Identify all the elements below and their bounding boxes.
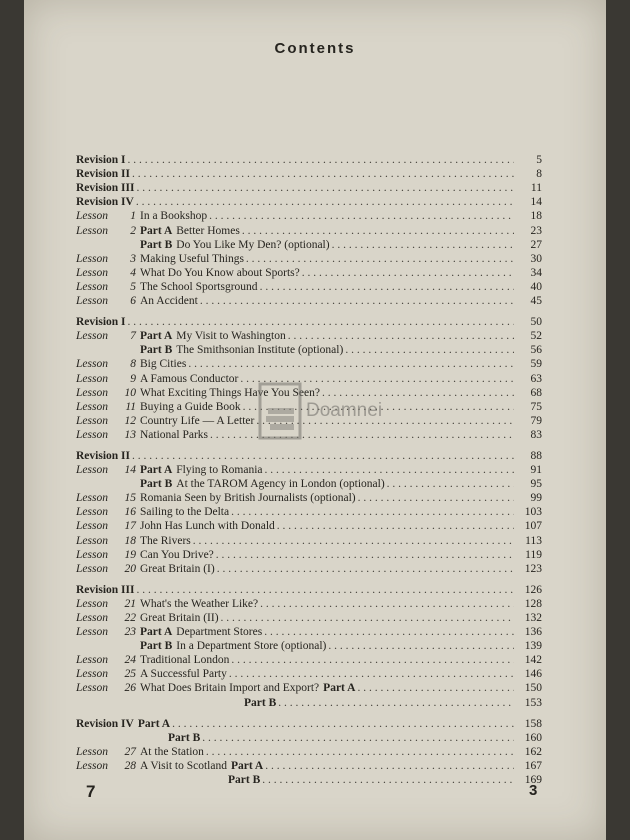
lesson-title: Big Cities xyxy=(140,358,187,371)
lesson-number: 18 xyxy=(124,534,136,547)
toc-row xyxy=(76,252,542,266)
lesson-label: Lesson xyxy=(76,612,108,624)
toc-row xyxy=(76,731,542,745)
toc-entry-label xyxy=(76,548,214,562)
lesson-title: A Visit to Scotland xyxy=(140,759,227,772)
lesson-title: National Parks xyxy=(140,428,209,441)
toc-page-number: 30 xyxy=(530,252,542,265)
lesson-number: 17 xyxy=(124,520,136,533)
revision-title: Revision I xyxy=(76,316,126,329)
toc-page-number: 107 xyxy=(524,520,542,533)
dot-leader xyxy=(264,625,514,639)
toc-page-number: 162 xyxy=(524,745,542,758)
lesson-number: 15 xyxy=(124,492,136,505)
toc-entry-label xyxy=(76,653,229,667)
lesson-title: Country Life — A Letter xyxy=(140,414,255,427)
lesson-title: The Smithsonian Institute (optional) xyxy=(176,344,344,357)
lesson-number: 14 xyxy=(124,464,136,477)
lesson-label: Lesson xyxy=(76,548,108,561)
lesson-number: 24 xyxy=(124,654,136,667)
toc-page-number: 160 xyxy=(524,731,542,744)
toc-row xyxy=(76,357,542,371)
dot-leader xyxy=(332,238,514,252)
page-title: Contents xyxy=(274,40,356,57)
dot-leader xyxy=(387,477,514,491)
lesson-number: 1 xyxy=(130,210,136,223)
lesson-number: 12 xyxy=(124,414,136,427)
toc-row xyxy=(76,548,542,562)
toc-row xyxy=(76,625,542,639)
toc-row xyxy=(76,167,542,181)
toc-entry-label xyxy=(76,266,300,280)
lesson-label: Lesson xyxy=(76,506,108,519)
footer-signature-mark: 7 xyxy=(86,782,96,801)
lesson-label: Lesson xyxy=(76,224,108,237)
toc-page-number: 126 xyxy=(524,583,542,596)
lesson-label: Lesson xyxy=(76,520,108,533)
lesson-title: The School Sportsground xyxy=(140,280,258,293)
toc-row xyxy=(76,181,542,195)
toc-entry-label xyxy=(76,400,241,414)
toc-row xyxy=(76,611,542,625)
lesson-number: 27 xyxy=(124,745,136,758)
toc-page-number: 91 xyxy=(530,464,542,477)
toc-entry-label xyxy=(76,477,385,491)
toc-entry-label xyxy=(76,357,186,371)
lesson-title: Making Useful Things xyxy=(140,252,244,265)
lesson-label: Lesson xyxy=(76,400,108,413)
toc-entry-label xyxy=(76,238,330,252)
part-label: Part A xyxy=(140,330,173,343)
toc-page-number: 142 xyxy=(524,654,542,667)
toc-row xyxy=(76,209,542,223)
lesson-title: At the TAROM Agency in London (optional) xyxy=(176,478,385,491)
dot-leader xyxy=(209,209,514,223)
part-label: Part A xyxy=(140,626,173,639)
part-label: Part A xyxy=(140,224,173,237)
toc-entry-label xyxy=(76,428,208,442)
toc-row xyxy=(76,266,542,280)
toc-entry-label xyxy=(76,773,260,787)
lesson-title: Great Britain (II) xyxy=(140,612,219,624)
part-label: Part B xyxy=(140,238,173,251)
revision-title: Revision IV xyxy=(76,196,134,209)
dot-leader xyxy=(132,167,514,181)
lesson-number: 13 xyxy=(124,428,136,441)
lesson-number: 3 xyxy=(130,252,136,265)
toc-entry-label xyxy=(76,491,356,505)
toc-entry-label xyxy=(76,583,134,597)
lesson-label: Lesson xyxy=(76,597,108,610)
lesson-label: Lesson xyxy=(76,266,108,279)
toc-entry-label xyxy=(76,181,134,195)
toc-page-number: 27 xyxy=(530,238,542,251)
dot-leader xyxy=(345,343,514,357)
part-label: Part B xyxy=(140,344,173,357)
lesson-number: 23 xyxy=(124,626,136,639)
lesson-title: Sailing to the Delta xyxy=(140,506,230,519)
dot-leader xyxy=(206,745,514,759)
toc-entry-label xyxy=(76,315,126,329)
lesson-number: 25 xyxy=(124,668,136,681)
toc-page-number: 63 xyxy=(530,372,542,385)
dot-leader xyxy=(260,597,514,611)
lesson-number: 2 xyxy=(130,224,136,237)
lesson-label: Lesson xyxy=(76,668,108,681)
watermark xyxy=(256,380,396,442)
toc-row xyxy=(76,463,542,477)
toc-entry-label xyxy=(76,534,191,548)
lesson-title: What's the Weather Like? xyxy=(140,597,259,610)
lesson-number: 5 xyxy=(130,280,136,293)
lesson-number: 16 xyxy=(124,506,136,519)
toc-row xyxy=(76,491,542,505)
toc-entry-label xyxy=(76,343,343,357)
toc-entry-label xyxy=(76,195,134,209)
revision-title: Revision II xyxy=(76,168,130,181)
toc-page-number: 8 xyxy=(536,168,542,181)
part-label: Part A xyxy=(137,717,171,730)
revision-title: Revision III xyxy=(76,182,135,195)
dot-leader xyxy=(136,583,514,597)
part-label: Part B xyxy=(168,731,201,744)
lesson-title: An Accident xyxy=(140,295,198,308)
revision-title: Revision II xyxy=(76,449,130,462)
toc-page-number: 68 xyxy=(530,386,542,399)
toc-entry-label xyxy=(76,696,276,710)
toc-row xyxy=(76,773,542,787)
lesson-title: Better Homes xyxy=(176,224,240,237)
toc-page-number: 169 xyxy=(524,774,542,787)
toc-row xyxy=(76,153,542,167)
revision-title: Revision IV xyxy=(76,717,134,730)
toc-entry-label xyxy=(76,153,126,167)
toc-entry-label xyxy=(76,209,207,223)
toc-page-number: 83 xyxy=(530,428,542,441)
lesson-title: What Does Britain Import and Export? xyxy=(140,682,320,695)
toc-page-number: 5 xyxy=(536,154,542,167)
toc-entry-label xyxy=(76,414,254,428)
lesson-label: Lesson xyxy=(76,682,108,695)
part-label: Part B xyxy=(228,774,261,787)
lesson-label: Lesson xyxy=(76,492,108,505)
toc-entry-label xyxy=(76,449,130,463)
lesson-number: 8 xyxy=(130,358,136,371)
lesson-title: At the Station xyxy=(140,745,204,758)
revision-title: Revision I xyxy=(76,154,126,167)
toc-page-number: 14 xyxy=(530,196,542,209)
dot-leader xyxy=(188,357,514,371)
part-label: Part A xyxy=(230,759,264,772)
lesson-title: A Famous Conductor xyxy=(140,372,239,385)
part-label: Part A xyxy=(140,464,173,477)
toc-entry-label xyxy=(76,372,238,386)
lesson-label: Lesson xyxy=(76,386,108,399)
toc-page-number: 139 xyxy=(524,640,542,653)
part-label: Part B xyxy=(140,478,173,491)
toc-row xyxy=(76,280,542,294)
dot-leader xyxy=(260,280,514,294)
lesson-number: 10 xyxy=(124,386,136,399)
toc-page-number: 95 xyxy=(530,478,542,491)
lesson-number: 11 xyxy=(125,400,136,413)
dot-leader xyxy=(242,224,514,238)
toc-page-number: 99 xyxy=(530,492,542,505)
toc-row xyxy=(76,695,542,709)
lesson-title: Romania Seen by British Journalists (optional) xyxy=(140,492,356,505)
toc-entry-label xyxy=(76,562,215,576)
lesson-label: Lesson xyxy=(76,745,108,758)
toc-page-number: 103 xyxy=(524,506,542,519)
lesson-title: The Rivers xyxy=(140,534,191,547)
toc-entry-label xyxy=(76,463,263,477)
toc-row xyxy=(76,681,542,695)
dot-leader xyxy=(221,611,514,625)
lesson-title: John Has Lunch with Donald xyxy=(140,520,275,533)
dot-leader xyxy=(231,505,514,519)
toc-page-number: 136 xyxy=(524,626,542,639)
toc-row xyxy=(76,533,542,547)
dot-leader xyxy=(128,315,514,329)
toc-entry-label xyxy=(76,224,240,238)
dot-leader xyxy=(265,759,514,773)
dot-leader xyxy=(357,681,514,695)
dot-leader xyxy=(128,153,514,167)
book-page xyxy=(24,0,606,840)
lesson-label: Lesson xyxy=(76,414,108,427)
lesson-title: Great Britain (I) xyxy=(140,562,215,575)
toc-row xyxy=(76,562,542,576)
toc-row xyxy=(76,329,542,343)
toc-row xyxy=(76,583,542,597)
toc-entry-label xyxy=(76,717,170,731)
dot-leader xyxy=(262,773,514,787)
lesson-title: Buying a Guide Book xyxy=(140,400,241,413)
lesson-label: Lesson xyxy=(76,428,108,441)
toc-entry-label xyxy=(76,294,198,308)
toc-page-number: 128 xyxy=(524,597,542,610)
dot-leader xyxy=(246,252,514,266)
toc-page-number: 18 xyxy=(530,210,542,223)
toc-page-number: 153 xyxy=(524,696,542,709)
dot-leader xyxy=(136,195,514,209)
toc-row xyxy=(76,195,542,209)
toc-row xyxy=(76,449,542,463)
toc-page-number: 34 xyxy=(530,266,542,279)
lesson-title: Do You Like My Den? (optional) xyxy=(176,238,330,251)
lesson-label: Lesson xyxy=(76,280,108,293)
dot-leader xyxy=(278,696,514,710)
lesson-title: What Exciting Things Have You Seen? xyxy=(140,386,320,399)
page-number: 3 xyxy=(529,782,538,799)
toc-row xyxy=(76,759,542,773)
toc-page-number: 50 xyxy=(530,316,542,329)
watermark-text: Doamnei xyxy=(306,400,383,421)
toc-page-number: 45 xyxy=(530,295,542,308)
lesson-title: In a Department Store (optional) xyxy=(176,640,327,653)
toc-row xyxy=(76,238,542,252)
toc-page-number: 59 xyxy=(530,358,542,371)
lesson-label: Lesson xyxy=(76,295,108,308)
lesson-number: 6 xyxy=(130,295,136,308)
toc-page-number: 75 xyxy=(530,400,542,413)
toc-row xyxy=(76,505,542,519)
toc-page-number: 23 xyxy=(530,224,542,237)
dot-leader xyxy=(277,519,514,533)
lesson-label: Lesson xyxy=(76,562,108,575)
lesson-title: In a Bookshop xyxy=(140,210,208,223)
toc-row xyxy=(76,315,542,329)
toc-page-number: 150 xyxy=(524,682,542,695)
lesson-label: Lesson xyxy=(76,252,108,265)
lesson-title: A Successful Party xyxy=(140,668,227,681)
lesson-label: Lesson xyxy=(76,372,108,385)
lesson-title: Flying to Romania xyxy=(176,464,263,477)
lesson-number: 7 xyxy=(130,330,136,343)
lesson-title: My Visit to Washington xyxy=(176,330,286,343)
dot-leader xyxy=(132,449,514,463)
lesson-label: Lesson xyxy=(76,210,108,223)
toc-entry-label xyxy=(76,597,258,611)
toc-page-number: 158 xyxy=(524,717,542,730)
dot-leader xyxy=(200,294,514,308)
dot-leader xyxy=(265,463,514,477)
dot-leader xyxy=(229,667,514,681)
toc-entry-label xyxy=(76,329,286,343)
toc-page-number: 167 xyxy=(524,759,542,772)
lesson-title: Department Stores xyxy=(176,626,263,639)
lesson-label: Lesson xyxy=(76,654,108,667)
lesson-number: 22 xyxy=(124,612,136,624)
toc-page-number: 88 xyxy=(530,449,542,462)
dot-leader xyxy=(172,717,514,731)
toc-entry-label xyxy=(76,280,258,294)
lesson-title: What Do You Know about Sports? xyxy=(140,266,300,279)
lesson-number: 9 xyxy=(130,372,136,385)
lesson-label: Lesson xyxy=(76,626,108,639)
dot-leader xyxy=(202,731,514,745)
lesson-label: Lesson xyxy=(76,534,108,547)
toc-entry-label xyxy=(76,745,204,759)
dot-leader xyxy=(216,548,514,562)
toc-page-number: 11 xyxy=(530,182,542,195)
toc-page-number: 113 xyxy=(525,534,542,547)
lesson-label: Lesson xyxy=(76,358,108,371)
lesson-title: Can You Drive? xyxy=(140,548,214,561)
part-label: Part B xyxy=(140,640,173,653)
toc-entry-label xyxy=(76,667,227,681)
toc-row xyxy=(76,294,542,308)
lesson-label: Lesson xyxy=(76,464,108,477)
toc-page-number: 56 xyxy=(530,344,542,357)
toc-row xyxy=(76,519,542,533)
part-label: Part A xyxy=(323,682,356,695)
toc-row xyxy=(76,223,542,237)
toc-row xyxy=(76,745,542,759)
part-label: Part B xyxy=(244,696,277,709)
toc-page-number: 123 xyxy=(524,562,542,575)
toc-entry-label xyxy=(76,639,326,653)
dot-leader xyxy=(136,181,514,195)
toc-row xyxy=(76,343,542,357)
toc-page-number: 40 xyxy=(530,280,542,293)
lesson-number: 28 xyxy=(124,759,136,772)
toc-entry-label xyxy=(76,681,355,695)
lesson-label: Lesson xyxy=(76,330,108,343)
toc-entry-label xyxy=(76,519,275,533)
lesson-number: 26 xyxy=(124,682,136,695)
dot-leader xyxy=(217,562,514,576)
toc-row xyxy=(76,639,542,653)
dot-leader xyxy=(231,653,514,667)
toc-entry-label xyxy=(76,167,130,181)
revision-title: Revision III xyxy=(76,583,135,596)
toc-page-number: 52 xyxy=(530,330,542,343)
toc-entry-label xyxy=(76,731,200,745)
toc-entry-label xyxy=(76,252,244,266)
lesson-number: 19 xyxy=(124,548,136,561)
dot-leader xyxy=(358,491,514,505)
lesson-title: Traditional London xyxy=(140,654,230,667)
dot-leader xyxy=(193,534,514,548)
lesson-label: Lesson xyxy=(76,759,108,772)
toc-entry-label xyxy=(76,611,219,625)
table-of-contents xyxy=(76,153,542,787)
dot-leader xyxy=(302,266,514,280)
dot-leader xyxy=(288,329,514,343)
toc-page-number: 132 xyxy=(524,612,542,624)
lesson-number: 21 xyxy=(124,597,136,610)
toc-row xyxy=(76,717,542,731)
lesson-number: 4 xyxy=(130,266,136,279)
toc-page-number: 119 xyxy=(525,548,542,561)
toc-row xyxy=(76,653,542,667)
toc-page-number: 79 xyxy=(530,414,542,427)
toc-entry-label xyxy=(76,625,262,639)
lesson-number: 20 xyxy=(124,562,136,575)
toc-entry-label xyxy=(76,505,229,519)
toc-page-number: 146 xyxy=(524,668,542,681)
toc-row xyxy=(76,597,542,611)
toc-row xyxy=(76,477,542,491)
toc-row xyxy=(76,667,542,681)
toc-entry-label xyxy=(76,759,263,773)
dot-leader xyxy=(328,639,514,653)
